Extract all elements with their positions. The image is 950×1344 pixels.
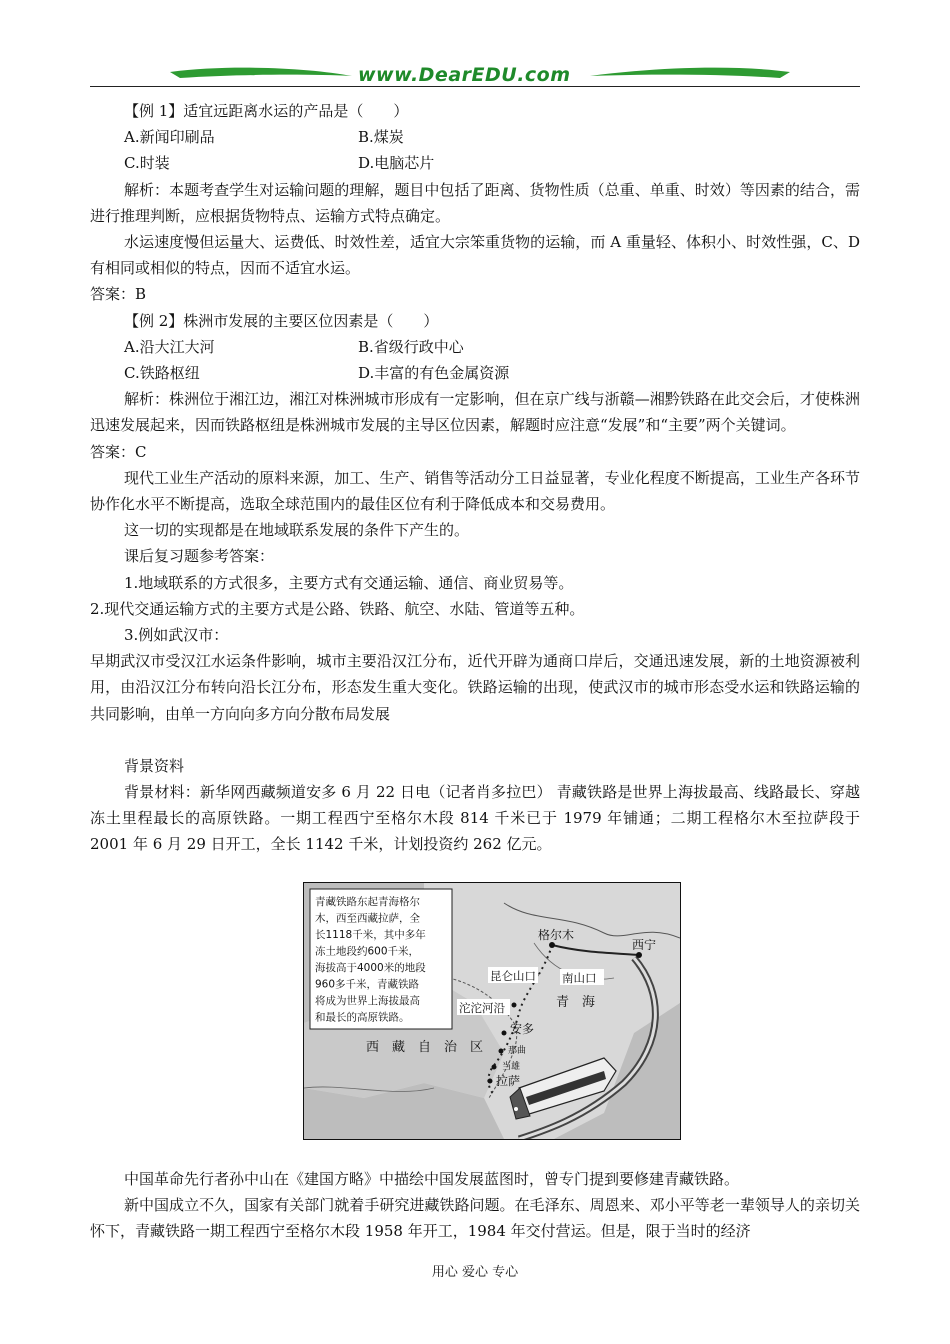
right-swoosh-icon (590, 68, 790, 78)
qinghai-tibet-railway-map (303, 882, 681, 1140)
review-answer-3-text: 早期武汉市受汉江水运条件影响，城市主要沿汉江分布，近代开辟为通商口岸后，交通迅速发展，新的土地资源被利用，由沿汉江分布转向沿长江分布，形态发生重大变化。铁路运输的出现，使武汉市的城市形态受水运和铁路运输的共同影响，由单一方向向多方向分散布局发展 (90, 652, 860, 723)
label-tuotuo-river: 沱沱河沿 (459, 1001, 505, 1015)
label-golmud: 格尔木 (538, 928, 575, 942)
example1-option-b: B.煤炭 (358, 128, 404, 147)
page-footer: 用心 爱心 专心 (431, 1265, 519, 1280)
map-caption-line: 青藏铁路东起青海格尔 (315, 896, 420, 908)
paragraph-industry: 现代工业生产活动的原料来源，加工、生产、销售等活动分工日益显著，专业化程度不断提高，工业生产各环节协作化水平不断提高，选取全球范围内的最佳区位有利于降低成本和交易费用。 (90, 468, 860, 514)
example2-option-a: A.沿大江大河 (124, 337, 215, 356)
background-material: 背景材料：新华网西藏频道安多 6 月 22 日电（记者肖多拉巴） 青藏铁路是世界上海拔最高、线路最长、穿越冻土里程最长的高原铁路。一期工程西宁至格尔木段 814 千米已于 1979 年铺通；二期工程格尔木至拉萨段于 2001 年 6 月 29 日开工，全长 1142 千米，计划投资约 262 亿元。 (90, 783, 860, 854)
example1-options-row-1 (90, 124, 860, 150)
map-caption-box (310, 889, 452, 1029)
example1-question: 【例 1】适宜远距离水运的产品是（ ） (124, 102, 409, 120)
paragraph-realization: 这一切的实现都是在地域联系发展的条件下产生的。 (124, 521, 470, 540)
closing-paragraph-2: 新中国成立不久，国家有关部门就着手研究进藏铁路问题。在毛泽东、周恩来、邓小平等老一辈领导人的亲切关怀下，青藏铁路一期工程西宁至格尔木段 1958 年开工，1984 年交付营运。但是，限于当时的经济 (90, 1196, 860, 1241)
closing-paragraph-1: 中国革命先行者孙中山在《建国方略》中描绘中国发展蓝图时，曾专门提到要修建青藏铁路。 (124, 1170, 740, 1188)
left-swoosh-icon (170, 68, 352, 78)
label-damxung: 当雄 (502, 1062, 521, 1072)
label-kunlun-pass: 昆仑山口 (490, 969, 536, 983)
review-answer-1: 1.地域联系的方式很多，主要方式有交通运输、通信、商业贸易等。 (124, 573, 574, 592)
example2-option-b: B.省级行政中心 (358, 337, 464, 356)
map-caption-line: 将成为世界上海拔最高 (315, 995, 420, 1007)
label-nanshan-pass: 南山口 (562, 971, 597, 985)
example2-option-d: D.丰富的有色金属资源 (358, 364, 510, 383)
map-caption-line: 长1118千米，其中多年 (315, 929, 426, 941)
example1-answer: 答案：B (90, 285, 147, 304)
label-tibet-region: 西 藏 自 治 区 (366, 1040, 484, 1055)
example2-options-row-2 (90, 360, 860, 386)
map-caption-line: 冻土地段约600千米， (315, 945, 420, 958)
example2-question: 【例 2】株洲市发展的主要区位因素是（ ） (124, 311, 439, 330)
label-xining: 西宁 (632, 938, 657, 952)
closing-content (90, 1166, 860, 1245)
label-nagqu: 那曲 (508, 1046, 527, 1056)
map-caption-line: 木，西至西藏拉萨，全 (315, 912, 420, 925)
review-answer-2: 2.现代交通运输方式的主要方式是公路、铁路、航空、水陆、管道等五种。 (90, 599, 585, 618)
example2-analysis: 解析：株洲位于湘江边，湘江对株洲城市形成有一定影响，但在京广线与浙赣—湘黔铁路在此交会后，才使株洲迅速发展起来，因而铁路枢纽是株洲城市发展的主导区位因素，解题时应注意“发展”和“主要”两个关键词。 (90, 390, 860, 435)
label-lhasa: 拉萨 (496, 1074, 521, 1088)
example2-answer: 答案：C (90, 442, 147, 461)
label-qinghai: 青 海 (556, 995, 596, 1010)
example1-option-c: C.时装 (124, 154, 170, 173)
map-graphic (304, 883, 680, 1139)
example1-analysis: 解析：本题考查学生对运输问题的理解，题目中包括了距离、货物性质（总重、单重、时效）等因素的结合，需进行推理判断，应根据货物特点、运输方式特点确定。 (90, 180, 860, 225)
example1-option-d: D.电脑芯片 (358, 154, 435, 173)
site-brand-logo: www.DearEDU.com (358, 64, 571, 86)
example1-option-a: A.新闻印刷品 (124, 128, 215, 147)
map-caption-line: 和最长的高原铁路。 (315, 1011, 410, 1024)
review-answer-3: 3.例如武汉市： (124, 626, 229, 645)
review-answers-heading: 课后复习题参考答案： (124, 547, 275, 566)
header-divider (90, 86, 860, 87)
label-amdo: 安多 (510, 1022, 535, 1036)
map-caption-line: 960多千米，青藏铁路 (315, 978, 420, 991)
example2-option-c: C.铁路枢纽 (124, 364, 200, 383)
background-title: 背景资料 (124, 756, 185, 775)
map-caption-line: 海拔高于4000米的地段 (315, 962, 426, 974)
example1-options-row-2 (90, 150, 860, 176)
example1-analysis-2: 水运速度慢但运量大、运费低、时效性差，适宜大宗笨重货物的运输，而 A 重量轻、体积小、时效性强，C、D 有相同或相似的特点，因而不适宜水运。 (90, 233, 860, 278)
example2-options-row-1 (90, 334, 860, 360)
main-content (90, 98, 860, 858)
